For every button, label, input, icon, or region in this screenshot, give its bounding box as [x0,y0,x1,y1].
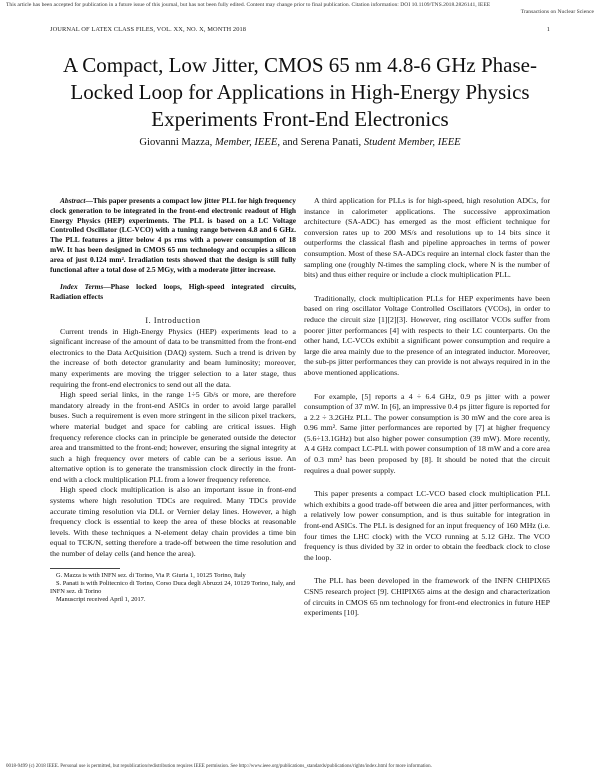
paper-title: A Compact, Low Jitter, CMOS 65 nm 4.8-6 GHz Phase-Locked Loop for Applications in High-Energy Physics Experiments Front-End Electronics [63,53,537,131]
author-2-role: Student Member, IEEE [363,137,461,148]
copyright-notice [6,764,594,769]
right-column [304,196,550,619]
abstract-label: Abstract [60,196,86,205]
author-1-role: Member, IEEE, [214,137,280,148]
paragraph: The PLL has been developed in the framework of the INFN CHIPIX65 CSN5 research project [9]. CHIPIX65 aims at the design and characterization of circuits in CMOS 65 nm technology for front-end electronics in future HEP experiments [10]. [304,576,550,618]
publication-notice [6,2,594,15]
left-column [50,196,296,604]
index-terms-label: Index Terms [60,282,104,292]
paragraph: Traditionally, clock multiplication PLLs for HEP experiments have been based on ring oscillator Voltage Controlled Oscillators (VCOs), in order to reduce the circuit size [1][2][3]. However, ring oscillator VCOs suffer from poorer jitter performances [4] with respects to their LC counterparts. On the other hand, LC-VCOs exhibit a significant power consumption and require a large die area mainly due to the presence of an integrated inductor. Moreover, the sub-ps jitter performances they can provide is not always required in in the above mentioned applications. [304,293,550,377]
running-head [50,26,550,33]
page-number: 1 [546,26,550,33]
index-terms-text: —Phase locked loops, High-speed integrated circuits, Radiation effects [50,282,296,302]
footnote [50,572,296,605]
paragraph: This paper presents a compact LC-VCO based clock multiplication PLL which exhibits a good trade-off between die area and jitter performances, with a relatively low power consumption, and is thus suitable for integration in front-end ASICs. The PLL is designed for an input frequency of 160 MHz (i.e. four times the LHC clock) with the VCO running at 5.12 GHz. The VCO frequency is thus divided by 32 in order to obtain the feedback clock to close the loop. [304,489,550,562]
paragraph: For example, [5] reports a 4 ÷ 6.4 GHz, 0.9 ps jitter with a power consumption of 37 mW. In [6], an impressive 0.4 ps jitter figure is reported for a 2.2 ÷ 3.2GHz PLL. The power consumption is 30 mW and the core area is 0.96 mm². Same jitter performances are reported by [7] at higher frequency (5.6÷13.1GHz) but also higher power consumption (39 mW). More recently, A 4 GHz compact LC-PLL with power consumption of 18 mW and a core area of 0.3 mm² has been proposed by [8]. It should be noted that the circuit requires a dual power supply. [304,391,550,475]
abstract-text: —This paper presents a compact low jitter PLL for high frequency clock generation to be integrated in the front-end electronic readout of High Energy Physics (HEP) experiments. The PLL is based on a LC Voltage Controlled Oscillator (LC-VCO) with a tuning range between 4.8 and 6 GHz. The PLL features a jitter below 4 ps rms with a power consumption of 18 mW. It has been designed in CMOS 65 nm technology and occupies a silicon area of just 0.124 mm². Irradiation tests showed that the design is still fully functional after a total dose of 2.5 MGy, with a moderate jitter increase. [50,196,296,274]
footnote-line: S. Panati is with Politecnico di Torino, Corso Duca degli Abruzzi 24, 10129 Torino, Italy, and INFN sez. di Torino [50,579,296,596]
paragraph: Current trends in High-Energy Physics (HEP) experiments lead to a significant increase of the amount of data to be transmitted from the front-end electronics to the Data AcQuisition (DAQ) system. Such a trend is driven by the increase of both detector granularity and beam luminosity; moreover, many experiments are moving the trigger selection to a later stage, thus requiring the front-end electronics to send out all the data. [50,326,296,389]
footnote-rule [50,568,120,569]
notice-right: Transactions on Nuclear Science [520,9,594,15]
notice-left: This article has been accepted for publication in a future issue of this journal, but has not been fully edited. Content may change prior to final publication. Citation information: DOI 10.1109/TNS.2018.2826141, IEEE [6,2,491,8]
paragraph: High speed clock multiplication is also an important issue in front-end systems where high resolution TDCs are required. Many TDCs provide accurate timing resolution via DLL or Vernier delay lines. However, a high frequency clock is essential to keep the area of these blocks at reasonable levels. With these techniques a N-element delay chain provides a time bin equal to TCK/N, setting therefore a trade-off between the time resolution and the number of delay cells (and hence the area). [50,485,296,559]
copyright-text: 0018-9499 (c) 2018 IEEE. Personal use is permitted, but republication/redistribution requires IEEE permission. See http://www.ieee.org/publications_standards/publications/rights/index.html for more information. [6,764,432,769]
footnote-line: G. Mazza is with INFN sez. di Torino, Via P. Giuria 1, 10125 Torino, Italy [56,571,246,579]
section-heading: I. Introduction [145,315,201,325]
author-1: Giovanni Mazza, [139,137,213,148]
abstract [50,196,296,274]
paragraph: High speed serial links, in the range 1÷5 Gb/s or more, are therefore mandatory already in the front-end ASICs in order to avoid large parallel buses. Such a requirement is even more stringent in the silicon pixel trackers, where material budget and space for cabling are critical issues. High frequency reference clocks can in principle be generated outside the detector area and transmitted to the front-end; however, ensuring the signal integrity at such a high frequency over meters of cable can be a serious issue. An alternative option is to generate the transmission clock directly in the front-end with a clock multiplication PLL from a lower frequency reference. [50,390,296,484]
footnote-line: Manuscript received April 1, 2017. [56,596,146,604]
paragraph: A third application for PLLs is for high-speed, high resolution ADCs, for instance in calorimeter applications. The successive approximation architecture (SA-ADC) has emerged as the most efficient technique for conversion rates up to 200 MS/s and resolutions up to 14 bits since it outperforms the classical flash and pipeline approaches in terms of power consumption. Most of these SA-ADCs require an internal clock faster than the sampling one (roughly N-times the sampling clock, where N is the number of bits) and thus either require or include a clock multiplication PLL. [304,196,550,280]
author-line [40,137,560,148]
index-terms [50,282,296,302]
author-2: and Serena Panati, [282,137,362,148]
journal-name: JOURNAL OF LATEX CLASS FILES, VOL. XX, NO. X, MONTH 2018 [50,26,247,33]
